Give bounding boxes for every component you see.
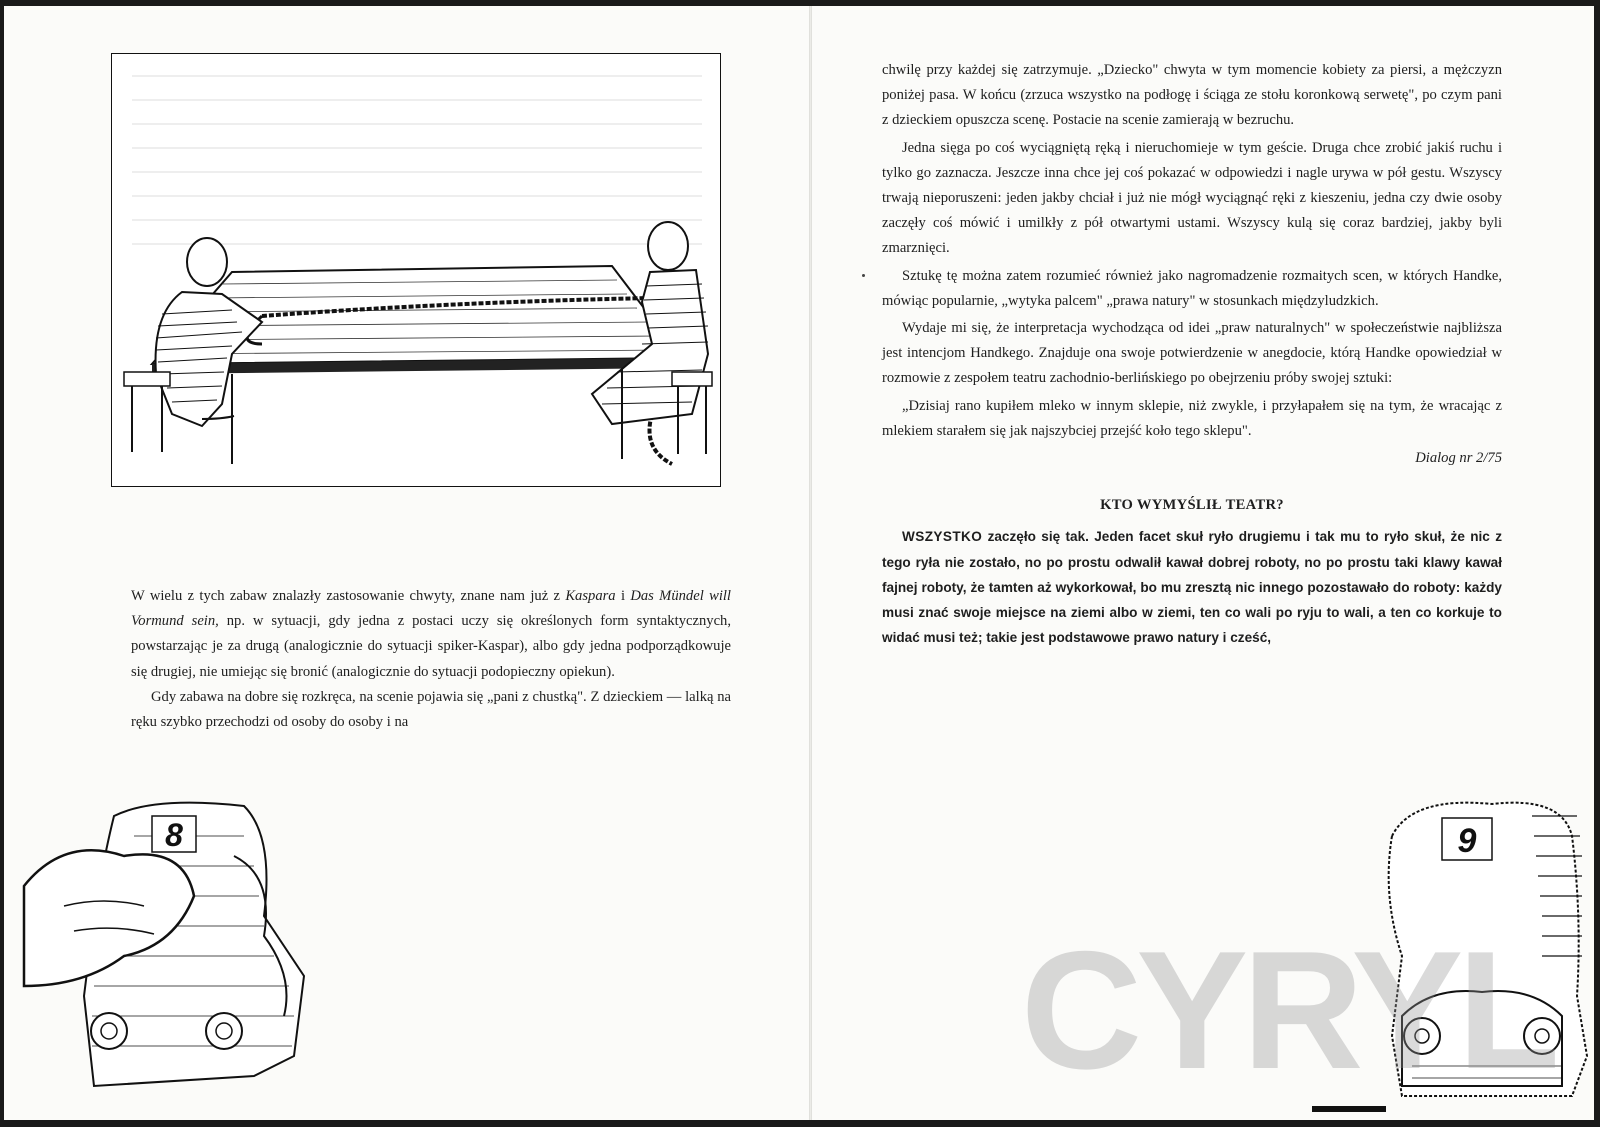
table-rope-illustration — [111, 53, 721, 487]
page-number-9: 9 — [1457, 822, 1477, 860]
text-segment: np. w sytuacji, gdy jedna z postaci uczy się określonych form syntaktycznych, powstarzając je za drugą (analogicznie do sytuacji spiker-Kaspar), albo gdy jedna podporządkowuje się drugiej, nie umiejąc się bronić (analogicznie do sytuacji podopieczny opiekun). — [131, 613, 731, 680]
stray-dot — [862, 274, 865, 277]
italic-title-das-mundel: Das Mündel will Vormund sein, — [131, 588, 731, 630]
right-paragraph-2: Jedna sięga po coś wyciągniętą ręką i nieruchomieje w tym geście. Druga chce zrobić jakiś ruchu i tylko go zaznacza. Jeszcze inna chce jej coś pokazać w odpowiedzi i nagle urywa w pół gestu. Wszyscy trwają nieporuszeni: jeden jakby chciał i już nie mógł wyciągnąć ręki z kieszeniu, jedna czy dwie osoby zaczęły coś mówić i umilkły z pół otwartymi ustami. Wszyscy kulą się coraz bardziej, jakby byli zmarznięci. — [882, 139, 1502, 257]
right-page-text — [882, 58, 1502, 650]
bold-paragraph — [882, 524, 1502, 650]
italic-title-kaspar: Kaspara — [565, 588, 616, 604]
text-segment: Gdy zabawa na dobre się rozkręca, na scenie pojawia się „pani z chustką". Z dzieckiem — lalką na ręku szybko przechodzi od osoby do osoby i na — [131, 688, 731, 731]
left-page-text — [131, 584, 731, 735]
illustration-drawing — [112, 54, 720, 486]
quote-paragraph: „Dzisiaj rano kupiłem mleko w innym sklepie, niż zwykle, i przyłapałem się na tym, że wracając z mlekiem starałem się jak najszybciej przejść koło tego sklepu". — [882, 397, 1502, 439]
page-number-8: 8 — [165, 817, 183, 853]
source-citation: Dialog nr 2/75 — [1415, 450, 1502, 467]
section-heading: KTO WYMYŚLIŁ TEATR? — [1100, 497, 1284, 514]
right-paragraph-4: Wydaje mi się, że interpretacja wychodząca od idei „praw naturalnych" w społeczeństwie najbliższa jest intencjom Handkego. Znajduje ona swoje potwierdzenie w anegdocie, którą Handke opowiedział w rozmowie z zespołem teatru zachodnio-berlińskiego po obejrzeniu próby swojej sztuki: — [882, 320, 1502, 387]
lead-word: WSZYSTKO — [902, 529, 983, 545]
left-page — [4, 6, 810, 1120]
book-spread — [4, 6, 1594, 1120]
text-segment: W wielu z tych zabaw znalazły zastosowanie chwyty, znane nam już z — [131, 588, 566, 604]
right-paragraph-3: Sztukę tę można zatem rozumieć również jako nagromadzenie rozmaitych scen, w których Handke, mówiąc popularnie, „wytyka palcem" „prawa natury" w stosunkach międzyludzkich. — [882, 267, 1502, 309]
text-segment: i — [615, 588, 631, 604]
bottom-bar-mark — [1312, 1106, 1386, 1112]
left-paragraph-1 — [131, 584, 731, 685]
right-paragraph-1: chwilę przy każdej się zatrzymuje. „Dziecko" chwyta w tym momencie kobiety za piersi, a mężczyzn poniżej pasa. W końcu (zrzuca wszystko na podłogę i ściąga ze stołu koronkową serwetę", po czym pani z dzieckiem opuszcza scenę. Postacie na scenie zamierają w bezruchu. — [882, 62, 1502, 129]
left-paragraph-2 — [131, 685, 731, 735]
watermark-logo: CYRYL — [1020, 916, 1554, 1104]
bold-text: zaczęło się tak. Jeden facet skuł ryło drugiemu i tak mu to ryło skuł, że nic z tego ryła nie zostało, no po prostu odwalił kawał dobrej roboty, no po prostu taki klawy kawał fajnej roboty, że tamten aż wykorkował, bo mu zresztą nic innego pozostawało do roboty: każdy musi znać swoje miejsce na ziemi albo w ziemi, ten co wali po ryju to wali, a ten co korkuje to widać musi też; takie jest podstawowe prawo natury i cześć, — [882, 529, 1502, 646]
armchair-illustration-page-8 — [4, 796, 324, 1120]
